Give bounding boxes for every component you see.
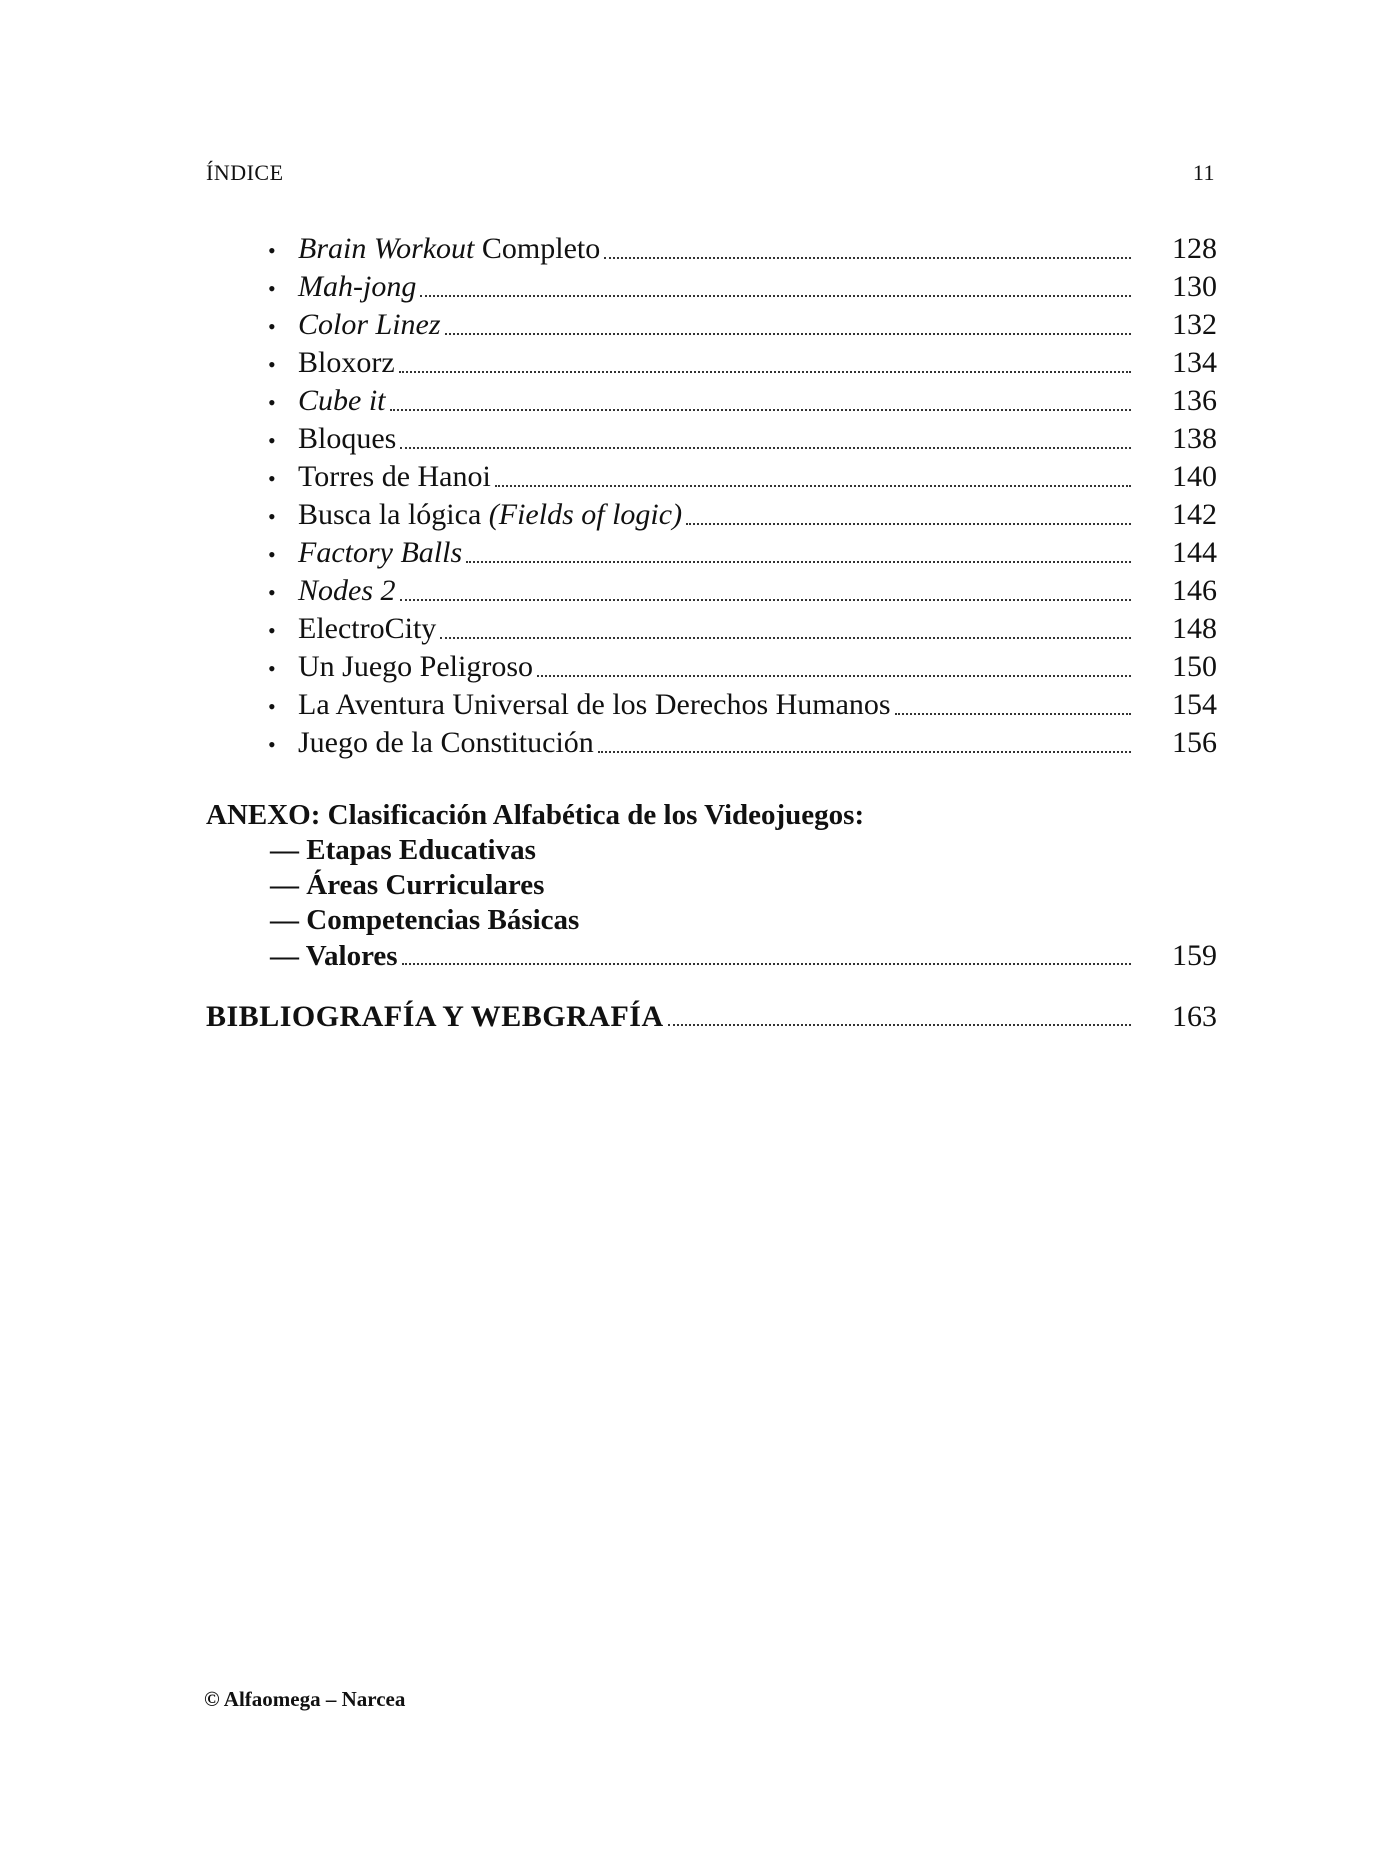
bullet: • [268,732,276,757]
bullet: • [268,656,276,681]
bullet: • [268,542,276,567]
toc-entry[interactable] [268,648,1217,686]
running-header [206,160,1215,186]
toc-entry-title: ElectroCity [298,612,437,645]
toc-entry-title: Busca la lógica (Fields of logic) [298,498,683,531]
annex-page: 159 [1172,939,1217,972]
bullet: • [268,694,276,719]
dot-leader [445,333,1131,335]
dot-leader [390,409,1132,411]
bibliography-page: 163 [1172,1000,1217,1033]
header-page-number: 11 [1192,160,1215,185]
toc-entry-title: Color Linez [298,308,441,341]
toc-entry[interactable] [268,724,1217,762]
dot-leader [420,295,1131,297]
dot-leader [400,447,1131,449]
toc-entry-page: 142 [1172,498,1217,531]
dot-leader [400,599,1132,601]
toc-entry[interactable] [268,230,1217,268]
header-section-title: ÍNDICE [206,160,284,185]
toc-entry-page: 134 [1172,346,1217,379]
toc-entry-page: 138 [1172,422,1217,455]
toc-entry-page: 130 [1172,270,1217,303]
toc-entry-title: Factory Balls [298,536,463,569]
annex-subitem: — Valores 159 [270,939,1217,972]
bullet: • [268,428,276,453]
toc-list [268,230,1217,762]
dot-leader [598,751,1131,753]
toc-entry-page: 150 [1172,650,1217,683]
toc-entry-page: 140 [1172,460,1217,493]
bibliography-entry[interactable] [206,1000,1217,1034]
toc-entry-page: 136 [1172,384,1217,417]
toc-entry-title: Cube it [298,384,386,417]
toc-entry-page: 128 [1172,232,1217,265]
toc-entry-title: Un Juego Peligroso [298,650,533,683]
dot-leader [604,257,1131,259]
toc-entry-title: Mah-jong [298,270,417,303]
dot-leader [440,637,1131,639]
dot-leader [402,963,1131,965]
toc-entry-title: Bloxorz [298,346,395,379]
toc-entry-page: 146 [1172,574,1217,607]
toc-entry[interactable] [268,458,1217,496]
toc-entry[interactable] [268,306,1217,344]
toc-entry-page: 148 [1172,612,1217,645]
toc-entry[interactable] [268,382,1217,420]
dot-leader [399,371,1131,373]
bullet: • [268,390,276,415]
toc-entry-page: 144 [1172,536,1217,569]
dot-leader [537,675,1131,677]
toc-entry-title: Bloques [298,422,397,455]
bullet: • [268,352,276,377]
toc-entry[interactable] [268,496,1217,534]
toc-entry[interactable] [268,344,1217,382]
dot-leader [466,561,1131,563]
bibliography-title: BIBLIOGRAFÍA Y WEBGRAFÍA [206,1000,664,1033]
dot-leader [495,485,1131,487]
toc-entry-page: 156 [1172,726,1217,759]
bullet: • [268,466,276,491]
toc-entry-title: Torres de Hanoi [298,460,491,493]
toc-entry-title: Juego de la Constitución [298,726,594,759]
annex-subitem: — Áreas Curriculares [270,869,545,901]
annex-section[interactable] [206,798,1217,973]
toc-entry-page: 132 [1172,308,1217,341]
toc-entry-title: La Aventura Universal de los Derechos Humanos [298,688,891,721]
toc-entry[interactable] [268,534,1217,572]
toc-entry[interactable] [268,420,1217,458]
dot-leader [686,523,1131,525]
annex-title: ANEXO: Clasificación Alfabética de los Videojuegos: [206,799,865,831]
bullet: • [268,276,276,301]
bullet: • [268,580,276,605]
bullet: • [268,314,276,339]
bullet: • [268,238,276,263]
dot-leader [895,713,1131,715]
bullet: • [268,504,276,529]
toc-entry[interactable] [268,686,1217,724]
dot-leader [668,1024,1131,1026]
bullet: • [268,618,276,643]
toc-entry-title: Brain Workout Completo [298,232,601,265]
toc-entry-title: Nodes 2 [298,574,396,607]
annex-subitem: — Competencias Básicas [270,904,580,936]
annex-subitem: — Etapas Educativas [270,834,536,866]
toc-entry[interactable] [268,268,1217,306]
toc-entry-page: 154 [1172,688,1217,721]
toc-entry[interactable] [268,572,1217,610]
publisher-footer: © Alfaomega – Narcea [204,1687,406,1711]
toc-entry[interactable] [268,610,1217,648]
